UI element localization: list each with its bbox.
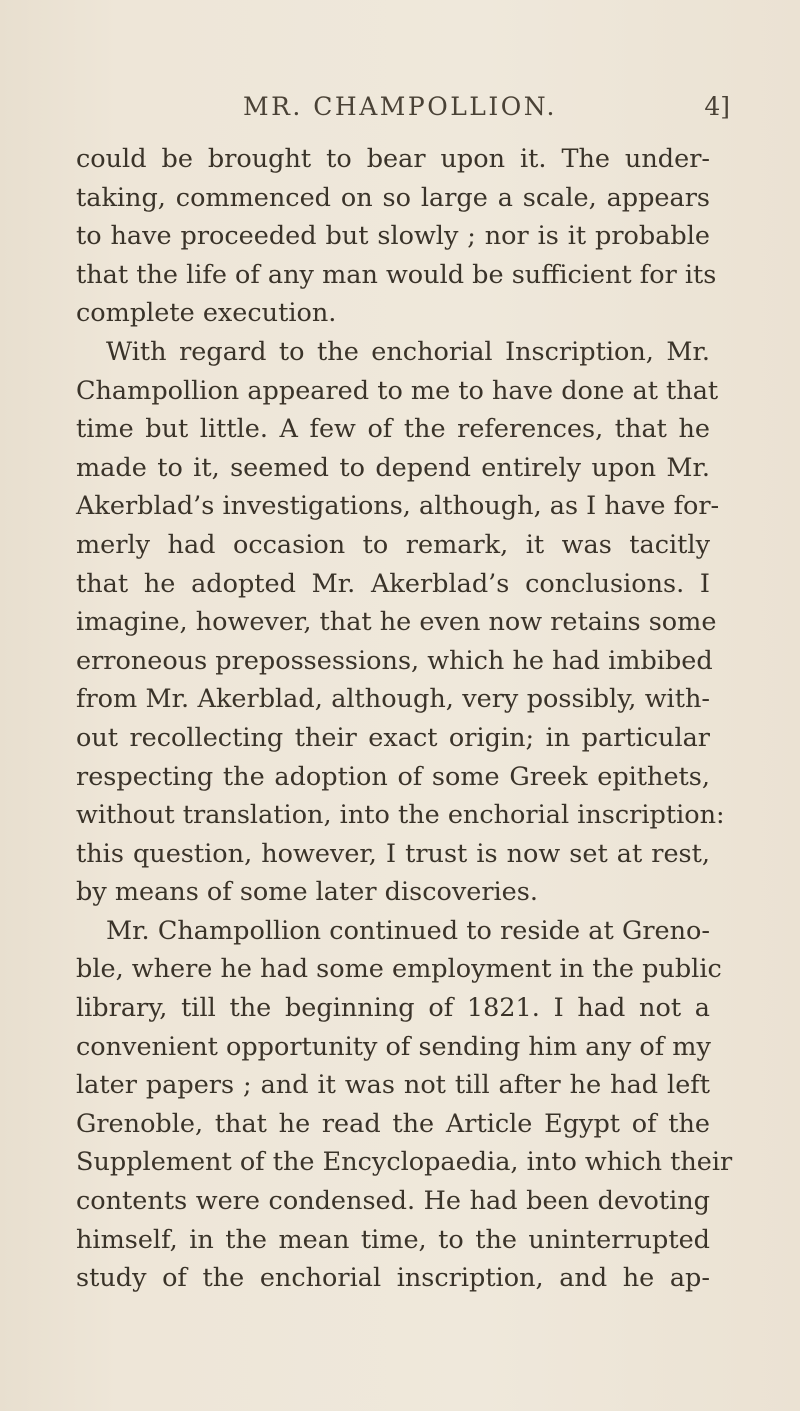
text-line: could be brought to bear upon it. The under- <box>76 144 710 174</box>
text-line: Akerblad’s investigations, although, as I have for- <box>76 491 720 522</box>
text-line: complete execution. <box>76 298 337 329</box>
page-number: 4] <box>704 92 730 121</box>
text-line: that he adopted Mr. Akerblad’s conclusions. I <box>76 568 710 599</box>
text-line: erroneous prepossessions, which he had imbibed <box>76 645 713 676</box>
text-line: Supplement of the Encyclopaedia, into which their <box>76 1147 733 1178</box>
text-line: imagine, however, that he even now retains some <box>76 607 717 638</box>
text-line: by means of some later discoveries. <box>76 877 538 908</box>
text-line: library, till the beginning of 1821. I had not a <box>76 993 710 1024</box>
text-line: merly had occasion to remark, it was tacitly <box>76 529 710 560</box>
text-line: time but little. A few of the references, that he <box>76 414 710 445</box>
text-line: made to it, seemed to depend entirely upon Mr. <box>76 452 710 483</box>
text-line: without translation, into the enchorial inscription: <box>76 800 725 831</box>
text-line: study of the enchorial inscription, and he ap- <box>76 1263 710 1294</box>
text-line: convenient opportunity of sending him any of my <box>76 1031 711 1062</box>
body-text <box>76 140 733 1298</box>
text-line: With regard to the enchorial Inscription, Mr. <box>106 336 710 367</box>
text-line: respecting the adoption of some Greek epithets, <box>76 761 710 792</box>
text-line: out recollecting their exact origin; in particular <box>76 722 710 753</box>
text-line: to have proceeded but slowly ; nor is it probable <box>76 221 710 252</box>
text-line: contents were condensed. He had been devoting <box>76 1186 710 1217</box>
text-line: this question, however, I trust is now set at rest, <box>76 838 710 869</box>
text-line: taking, commenced on so large a scale, appears <box>76 182 710 213</box>
running-title: MR. CHAMPOLLION. <box>242 92 557 121</box>
text-line: that the life of any man would be sufficient for its <box>76 259 717 290</box>
text-line: ble, where he had some employment in the public <box>76 954 722 985</box>
text-line: himself, in the mean time, to the uninterrupted <box>76 1224 710 1255</box>
running-head <box>0 92 800 128</box>
text-line: Grenoble, that he read the Article Egypt of the <box>76 1108 710 1139</box>
text-line: Champollion appeared to me to have done at that <box>76 375 719 406</box>
text-line: from Mr. Akerblad, although, very possibly, with- <box>76 684 710 715</box>
text-line: later papers ; and it was not till after he had left <box>76 1070 710 1101</box>
text-line: Mr. Champollion continued to reside at Greno- <box>106 915 710 946</box>
